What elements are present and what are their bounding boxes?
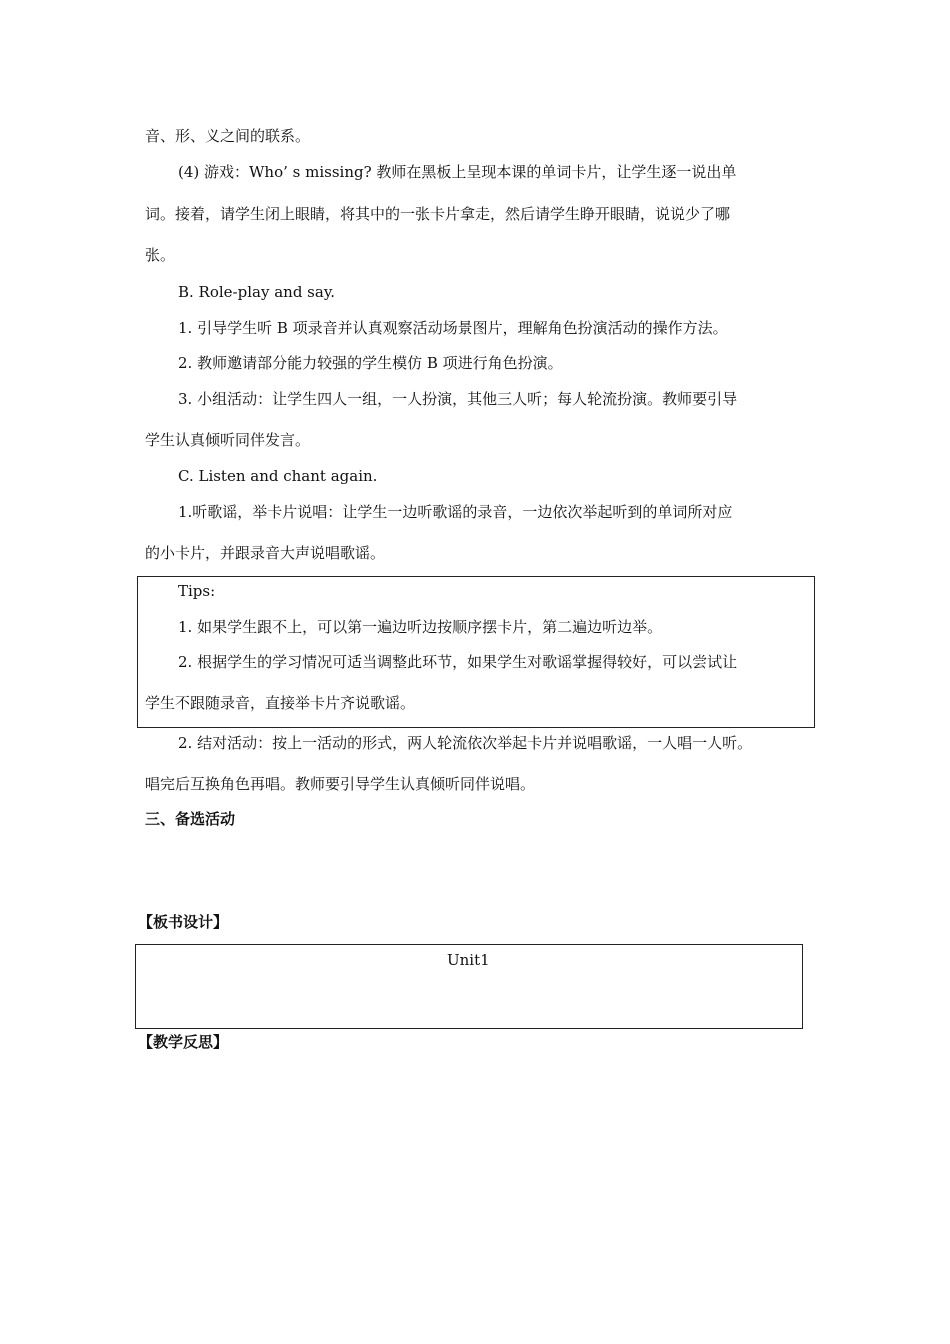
board-design-heading: 【板书设计】 <box>138 913 229 931</box>
tips-title: Tips: <box>178 582 216 600</box>
tips-item: 学生不跟随录音，直接举卡片齐说歌谣。 <box>145 694 416 712</box>
section-3-heading: 三、备选活动 <box>145 810 236 828</box>
paragraph-line: 词。接着，请学生闭上眼睛，将其中的一张卡片拿走，然后请学生睁开眼睛，说说少了哪 <box>145 205 731 223</box>
paragraph-line: 张。 <box>145 246 176 264</box>
paragraph-line: 3. 小组活动：让学生四人一组，一人扮演，其他三人听；每人轮流扮演。教师要引导 <box>178 390 738 408</box>
paragraph-line: 2. 结对活动：按上一活动的形式，两人轮流依次举起卡片并说唱歌谣，一人唱一人听。 <box>178 734 753 752</box>
section-c-heading: C. Listen and chant again. <box>178 467 378 485</box>
paragraph-line: (4) 游戏：Who’ s missing? 教师在黑板上呈现本课的单词卡片，让学生逐一说出单 <box>178 163 737 181</box>
paragraph-line: 学生认真倾听同伴发言。 <box>145 431 311 449</box>
paragraph-line: 音、形、义之间的联系。 <box>145 127 311 145</box>
paragraph-line: 2. 教师邀请部分能力较强的学生模仿 B 项进行角色扮演。 <box>178 354 563 372</box>
paragraph-line: 1.听歌谣，举卡片说唱：让学生一边听歌谣的录音，一边依次举起听到的单词所对应 <box>178 503 733 521</box>
section-b-heading: B. Role-play and say. <box>178 283 336 301</box>
paragraph-line: 唱完后互换角色再唱。教师要引导学生认真倾听同伴说唱。 <box>145 775 536 793</box>
paragraph-line: 的小卡片，并跟录音大声说唱歌谣。 <box>145 544 386 562</box>
reflection-heading: 【教学反思】 <box>138 1033 229 1051</box>
board-design-content: Unit1 <box>447 951 490 969</box>
tips-item: 2. 根据学生的学习情况可适当调整此环节，如果学生对歌谣掌握得较好，可以尝试让 <box>178 653 738 671</box>
tips-item: 1. 如果学生跟不上，可以第一遍边听边按顺序摆卡片，第二遍边听边举。 <box>178 618 663 636</box>
paragraph-line: 1. 引导学生听 B 项录音并认真观察活动场景图片，理解角色扮演活动的操作方法。 <box>178 319 728 337</box>
